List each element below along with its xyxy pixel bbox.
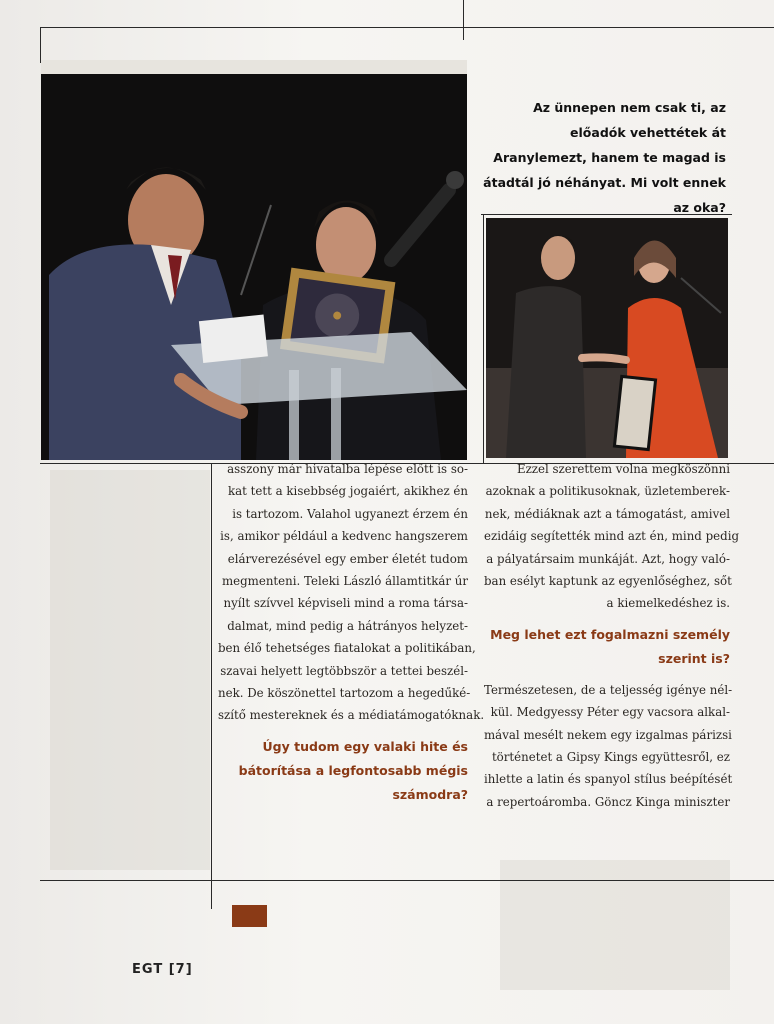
intro-question: Az ünnepen nem csak ti, az előadók vehettétek át Aranylemezt, hanem te magad is átadtál jó néhányat. Mi volt ennek az oka?	[483, 100, 726, 215]
text-line: azoknak a politikusoknak, üzletemberek-	[485, 484, 730, 499]
text-line: a kiemelkedéshez is.	[606, 596, 730, 611]
text-line: is, amikor például a kedvenc hangszerem	[220, 529, 468, 544]
middle-question: Úgy tudom egy valaki hite és bátorítása a legfontosabb mégis számodra?	[238, 738, 468, 802]
bottom-rule	[40, 880, 774, 881]
text-line: asszony már hivatalba lépése előtt is so-	[227, 462, 468, 476]
bleed-through-shape	[50, 470, 210, 870]
accent-block	[232, 905, 267, 927]
award-ceremony-illustration	[41, 60, 467, 460]
column-divider-rule	[211, 463, 212, 909]
top-rule	[40, 27, 774, 28]
right-question: Meg lehet ezt fogalmazni személy szerint is?	[490, 626, 730, 666]
text-line: nyílt szívvel képviseli mind a roma társa-	[223, 596, 468, 611]
center-vertical-rule	[463, 0, 464, 40]
text-line: Ezzel szerettem volna megköszönni	[516, 462, 730, 476]
page-folio: EGT [7]	[132, 962, 193, 977]
text-line: dalmat, mind pedig a hátrányos helyzet-	[227, 618, 468, 633]
text-line: kat tett a kisebbség jogaiért, akikhez én	[227, 484, 468, 499]
handshake-photo	[486, 218, 728, 458]
middle-text-column	[218, 458, 485, 807]
text-line: ban esélyt kaptunk az egyenlőséghez, sőt	[484, 574, 732, 589]
text-line: szítő mestereknek és a médiatámogatóknak.	[218, 708, 485, 723]
text-line: is tartozom. Valahol ugyanezt érzem én	[232, 506, 468, 521]
side-photo-frame-rule-vertical	[483, 214, 484, 464]
middle-body-text	[218, 458, 485, 727]
text-line: ben élő tehetséges fiatalokat a politikában,	[218, 641, 476, 656]
text-line: nek. De köszönettel tartozom a hegedűké-	[218, 686, 471, 701]
right-answer-text	[484, 679, 733, 813]
text-line: kül. Medgyessy Péter egy vacsora alkal-	[490, 705, 730, 720]
text-line: elárverezésével egy ember életét tudom	[227, 551, 468, 566]
text-line: ihlette a latin és spanyol stílus beépítését	[484, 772, 733, 787]
award-ceremony-photo	[41, 60, 467, 460]
text-line: történetet a Gipsy Kings együttesről, ez	[491, 750, 730, 765]
text-line: a repertoáromba. Göncz Kinga miniszter	[486, 794, 730, 809]
text-line: ezidáig segítették mind azt én, mind pedig	[484, 529, 740, 544]
right-text-column	[484, 458, 740, 813]
text-line: mával mesélt nekem egy izgalmas párizsi	[484, 727, 732, 742]
text-line: Természetesen, de a teljesség igénye nél-	[484, 682, 733, 697]
text-line: megmenteni. Teleki László államtitkár úr	[221, 574, 468, 589]
text-line: a pályatársaim munkáját. Azt, hogy való-	[486, 551, 730, 566]
right-body-text	[484, 458, 740, 615]
left-top-rule	[40, 27, 41, 63]
text-line: szavai helyett legtöbbször a tettei beszél-	[220, 663, 468, 678]
handshake-illustration	[486, 218, 728, 458]
text-line: nek, médiáknak azt a támogatást, amivel	[484, 506, 730, 521]
